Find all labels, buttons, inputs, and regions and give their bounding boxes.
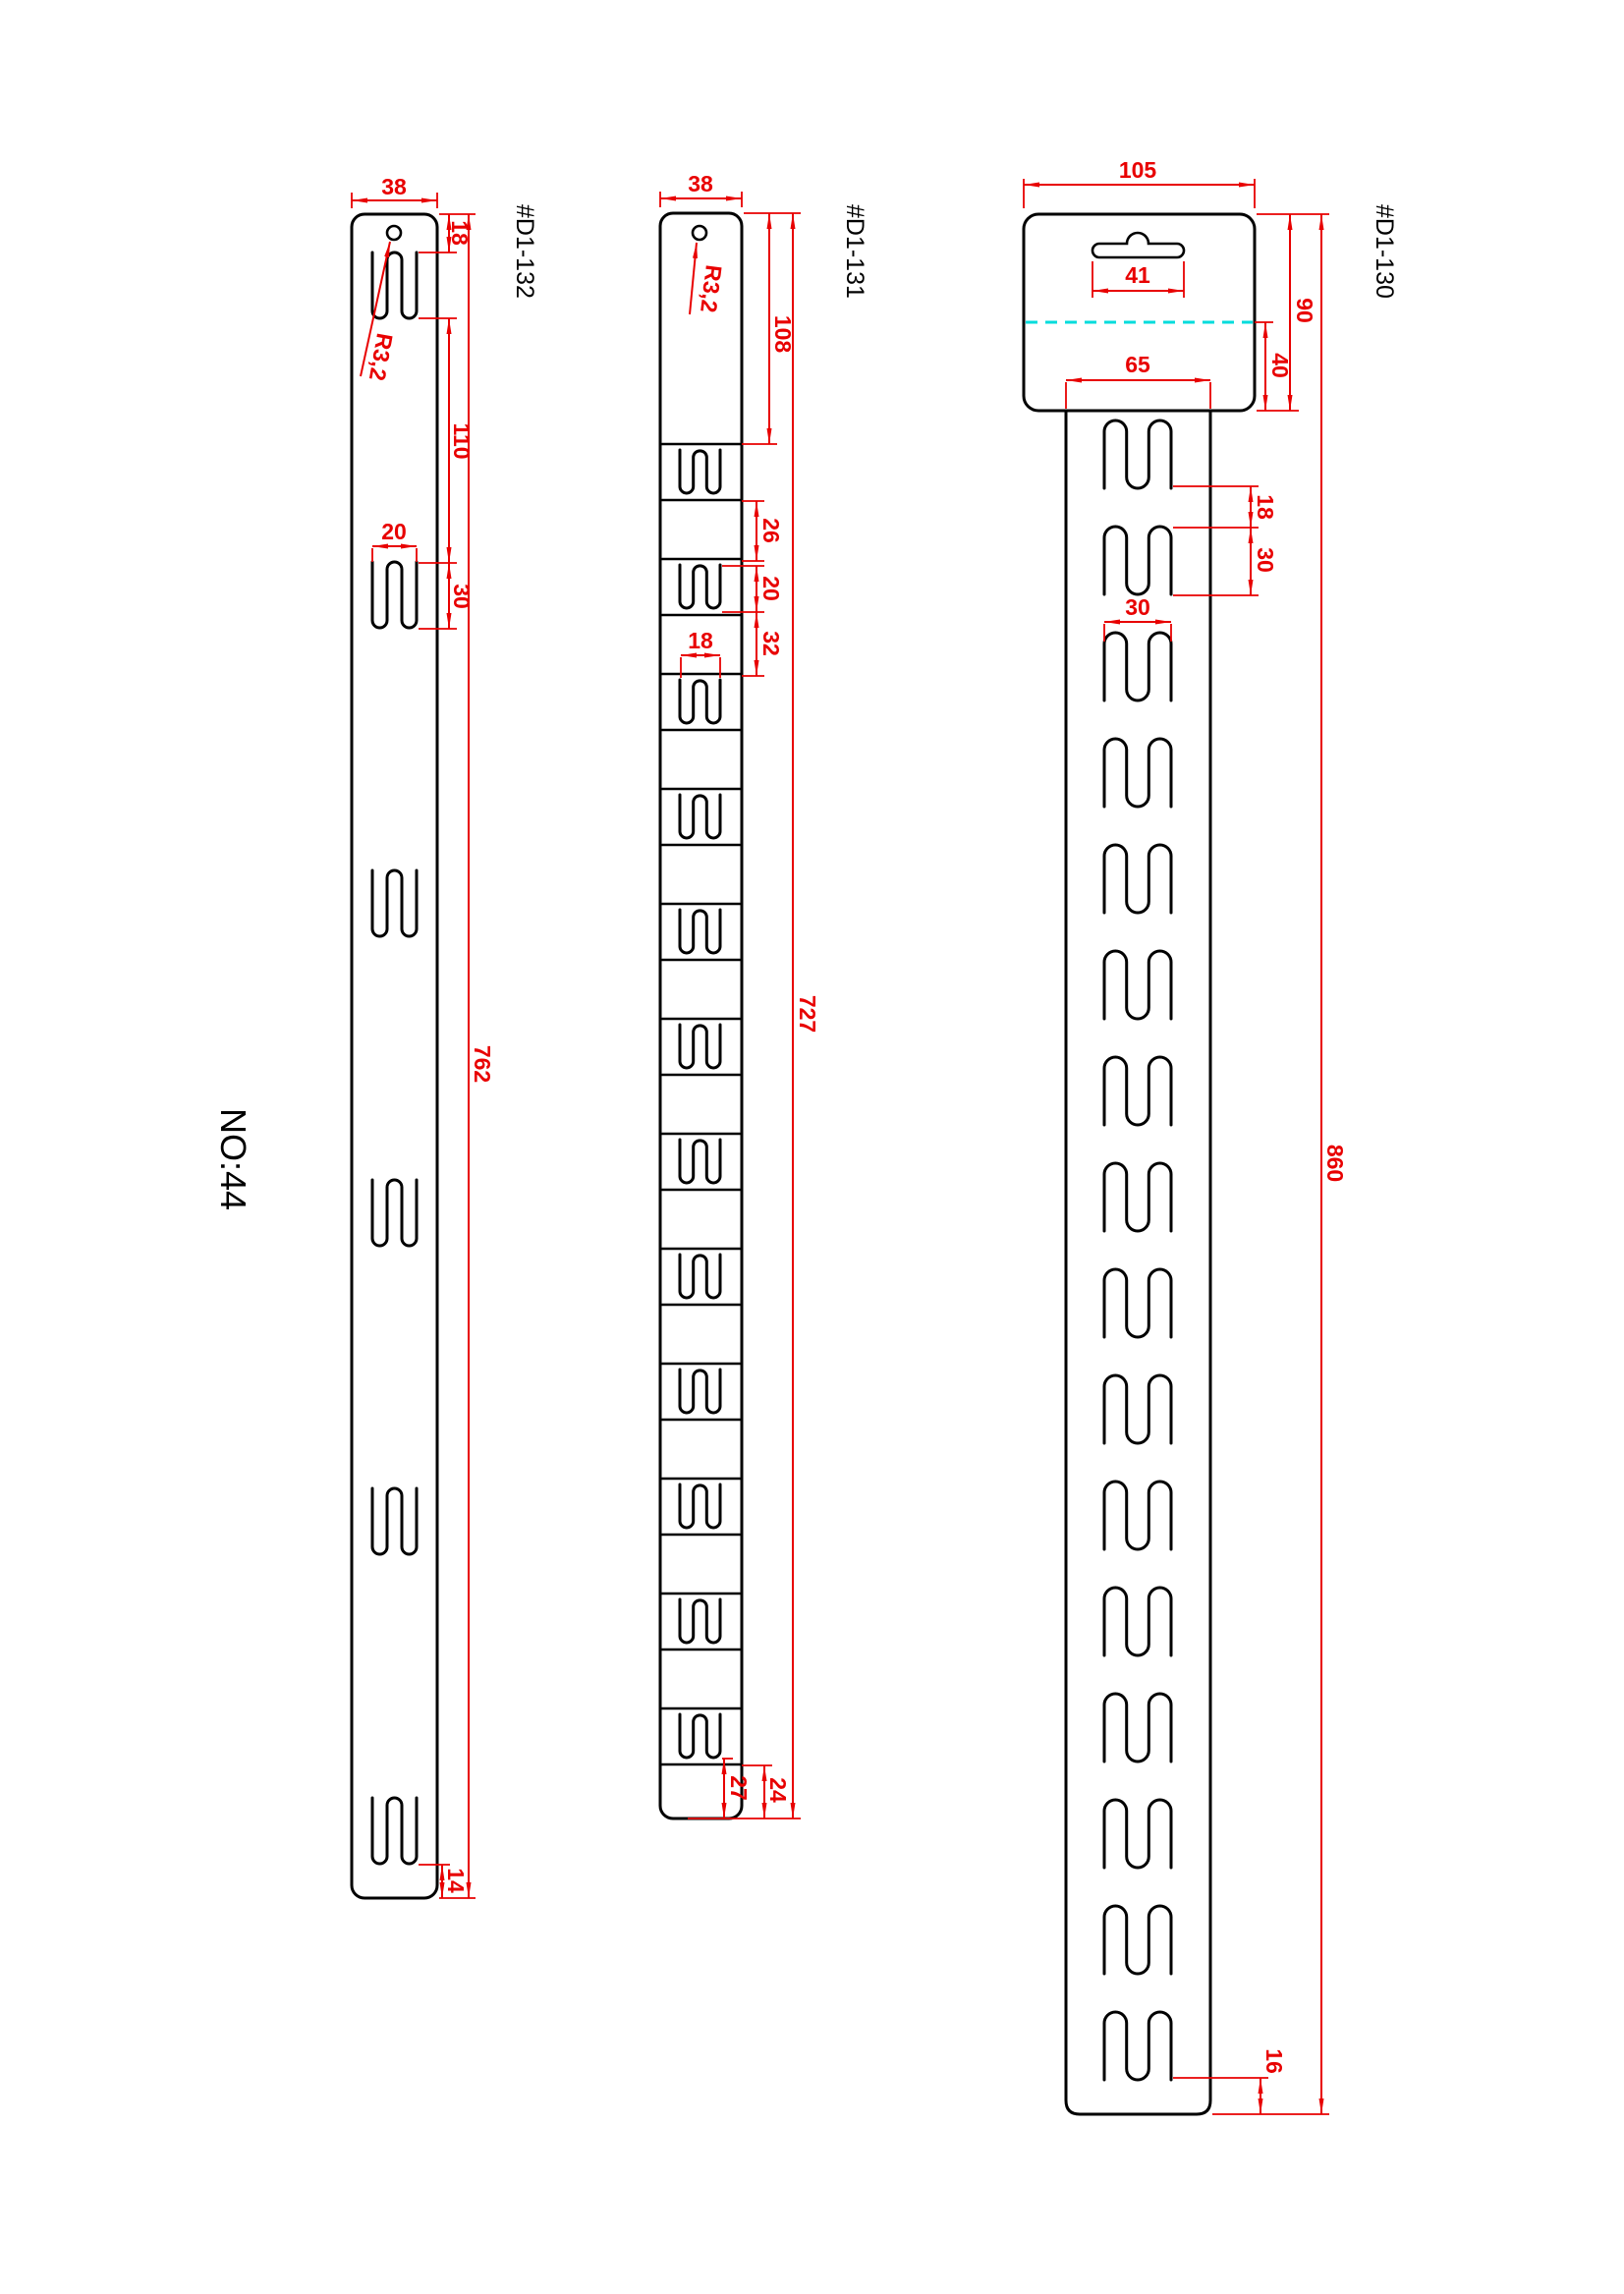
dim-right-slot-width: 30	[1125, 594, 1150, 620]
dim-left-hole-radius: R3,2	[364, 331, 398, 383]
right-slots	[1104, 420, 1171, 2080]
dim-right-fold: 40	[1267, 353, 1293, 378]
sheet-note: NO:44	[213, 1108, 253, 1211]
dim-left-pitch: 110	[449, 422, 475, 460]
dim-left-top-gap: 18	[447, 220, 473, 246]
dim-middle-width: 38	[688, 171, 713, 196]
left-slots	[372, 252, 417, 1864]
dim-right-hang-hole: 41	[1125, 262, 1150, 288]
dim-middle-top-gap: 108	[770, 314, 796, 354]
right-hang-slot	[1092, 233, 1184, 257]
dim-left-bottom-gap: 14	[443, 1868, 469, 1893]
dim-left-slot-width: 20	[381, 519, 407, 544]
dim-right-header-width: 105	[1118, 157, 1157, 183]
part-d1-130	[1024, 157, 1398, 2114]
dim-middle-gap: 26	[758, 518, 784, 543]
right-stem-outline	[1066, 411, 1210, 2114]
left-strip-outline	[352, 214, 437, 1898]
middle-hole	[693, 226, 706, 240]
right-dimensions	[1024, 157, 1348, 2114]
dim-middle-length: 727	[795, 994, 820, 1034]
dim-left-width: 38	[381, 174, 407, 199]
dim-middle-bottom-leg: 27	[726, 1775, 752, 1801]
part-d1-131	[660, 171, 868, 1818]
part-label-d1-132: #D1-132	[511, 204, 538, 299]
dim-left-length: 762	[470, 1044, 495, 1084]
part-label-d1-131: #D1-131	[841, 204, 868, 299]
left-hole	[387, 226, 401, 240]
dim-right-strip-width: 65	[1125, 352, 1150, 377]
dim-middle-hole-radius: R3,2	[696, 263, 727, 314]
dim-right-gap: 18	[1253, 494, 1278, 520]
dim-middle-pitch: 32	[758, 631, 784, 656]
part-d1-132	[352, 174, 538, 1898]
middle-strip-outline	[660, 213, 742, 1818]
dim-right-header-height: 90	[1292, 298, 1317, 323]
dim-right-slot-height: 30	[1253, 547, 1278, 573]
dim-right-length: 860	[1322, 1144, 1348, 1183]
dim-left-slot-height: 30	[449, 584, 475, 609]
dim-middle-slot-width: 18	[688, 628, 713, 653]
dim-middle-bottom-gap: 24	[765, 1777, 791, 1803]
left-dimensions	[352, 174, 495, 1898]
part-label-d1-130: #D1-130	[1371, 204, 1398, 299]
dim-middle-slot-height: 20	[758, 576, 784, 601]
dim-right-bottom-gap: 16	[1261, 2048, 1287, 2074]
